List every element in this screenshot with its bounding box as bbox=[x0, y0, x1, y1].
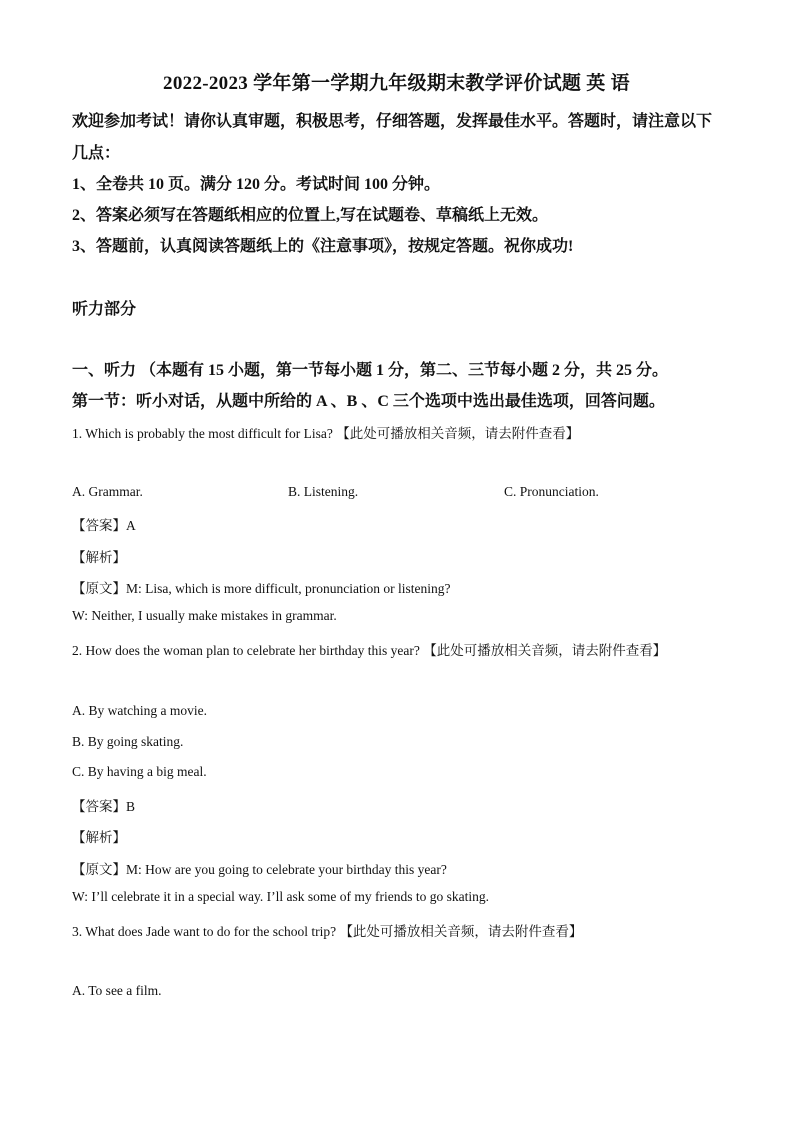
q2-answer bbox=[72, 795, 135, 815]
answer-value: A bbox=[126, 518, 136, 533]
answer-value: B bbox=[126, 799, 136, 814]
q1-option-a: A. Grammar. bbox=[72, 484, 143, 499]
original-text: M: How are you going to celebrate your birthday this year? bbox=[126, 862, 447, 877]
q2-analysis: 【解析】 bbox=[72, 830, 126, 845]
page-title: 2022-2023 学年第一学期九年级期末教学评价试题 英 语 bbox=[163, 73, 630, 94]
question-stem: 1. Which is probably the most difficult for Lisa? bbox=[72, 426, 333, 441]
q2-original-w: W: I’ll celebrate it in a special way. I’ll ask some of my friends to go skating. bbox=[72, 889, 489, 904]
q1-original-w: W: Neither, I usually make mistakes in grammar. bbox=[72, 608, 337, 623]
q1-option-b: B. Listening. bbox=[288, 484, 359, 499]
original-text: M: Lisa, which is more difficult, pronunciation or listening? bbox=[126, 581, 451, 596]
q2-original-m bbox=[72, 858, 447, 878]
section-heading: 听力部分 bbox=[72, 301, 137, 318]
q1-answer bbox=[72, 514, 136, 534]
question-1 bbox=[72, 422, 579, 442]
audio-note[interactable]: 【此处可播放相关音频，请去附件查看】 bbox=[423, 643, 667, 658]
q3-option-a: A. To see a film. bbox=[72, 983, 162, 998]
question-stem: 2. How does the woman plan to celebrate her birthday this year? bbox=[72, 643, 420, 658]
question-2 bbox=[72, 639, 666, 659]
part1-heading: 一、听力 （本题有 15 小题，第一节每小题 1 分，第二、三节每小题 2 分，共 25 分。 bbox=[72, 362, 669, 379]
rule-1: 1、全卷共 10 页。满分 120 分。考试时间 100 分钟。 bbox=[72, 176, 441, 193]
q2-option-a: A. By watching a movie. bbox=[72, 703, 207, 718]
intro-line-2: 几点： bbox=[72, 145, 121, 162]
audio-note[interactable]: 【此处可播放相关音频，请去附件查看】 bbox=[339, 924, 583, 939]
answer-label: 【答案】 bbox=[72, 518, 126, 533]
q1-original-m bbox=[72, 577, 450, 597]
original-label: 【原文】 bbox=[72, 862, 126, 877]
rule-3: 3、答题前，认真阅读答题纸上的《注意事项》，按规定答题。祝你成功! bbox=[72, 238, 574, 255]
question-3 bbox=[72, 920, 582, 940]
q2-option-c: C. By having a big meal. bbox=[72, 764, 207, 779]
intro-line-1: 欢迎参加考试！请你认真审题，积极思考，仔细答题，发挥最佳水平。答题时，请注意以下 bbox=[72, 113, 713, 130]
q1-option-c: C. Pronunciation. bbox=[504, 484, 599, 499]
part1-subheading: 第一节：听小对话，从题中所给的 A 、B 、C 三个选项中选出最佳选项，回答问题。 bbox=[72, 393, 665, 410]
question-stem: 3. What does Jade want to do for the school trip? bbox=[72, 924, 337, 939]
answer-label: 【答案】 bbox=[72, 799, 126, 814]
q1-analysis: 【解析】 bbox=[72, 550, 126, 565]
q2-option-b: B. By going skating. bbox=[72, 734, 184, 749]
audio-note[interactable]: 【此处可播放相关音频，请去附件查看】 bbox=[336, 426, 580, 441]
original-label: 【原文】 bbox=[72, 581, 126, 596]
rule-2: 2、答案必须写在答题纸相应的位置上,写在试题卷、草稿纸上无效。 bbox=[72, 207, 549, 224]
